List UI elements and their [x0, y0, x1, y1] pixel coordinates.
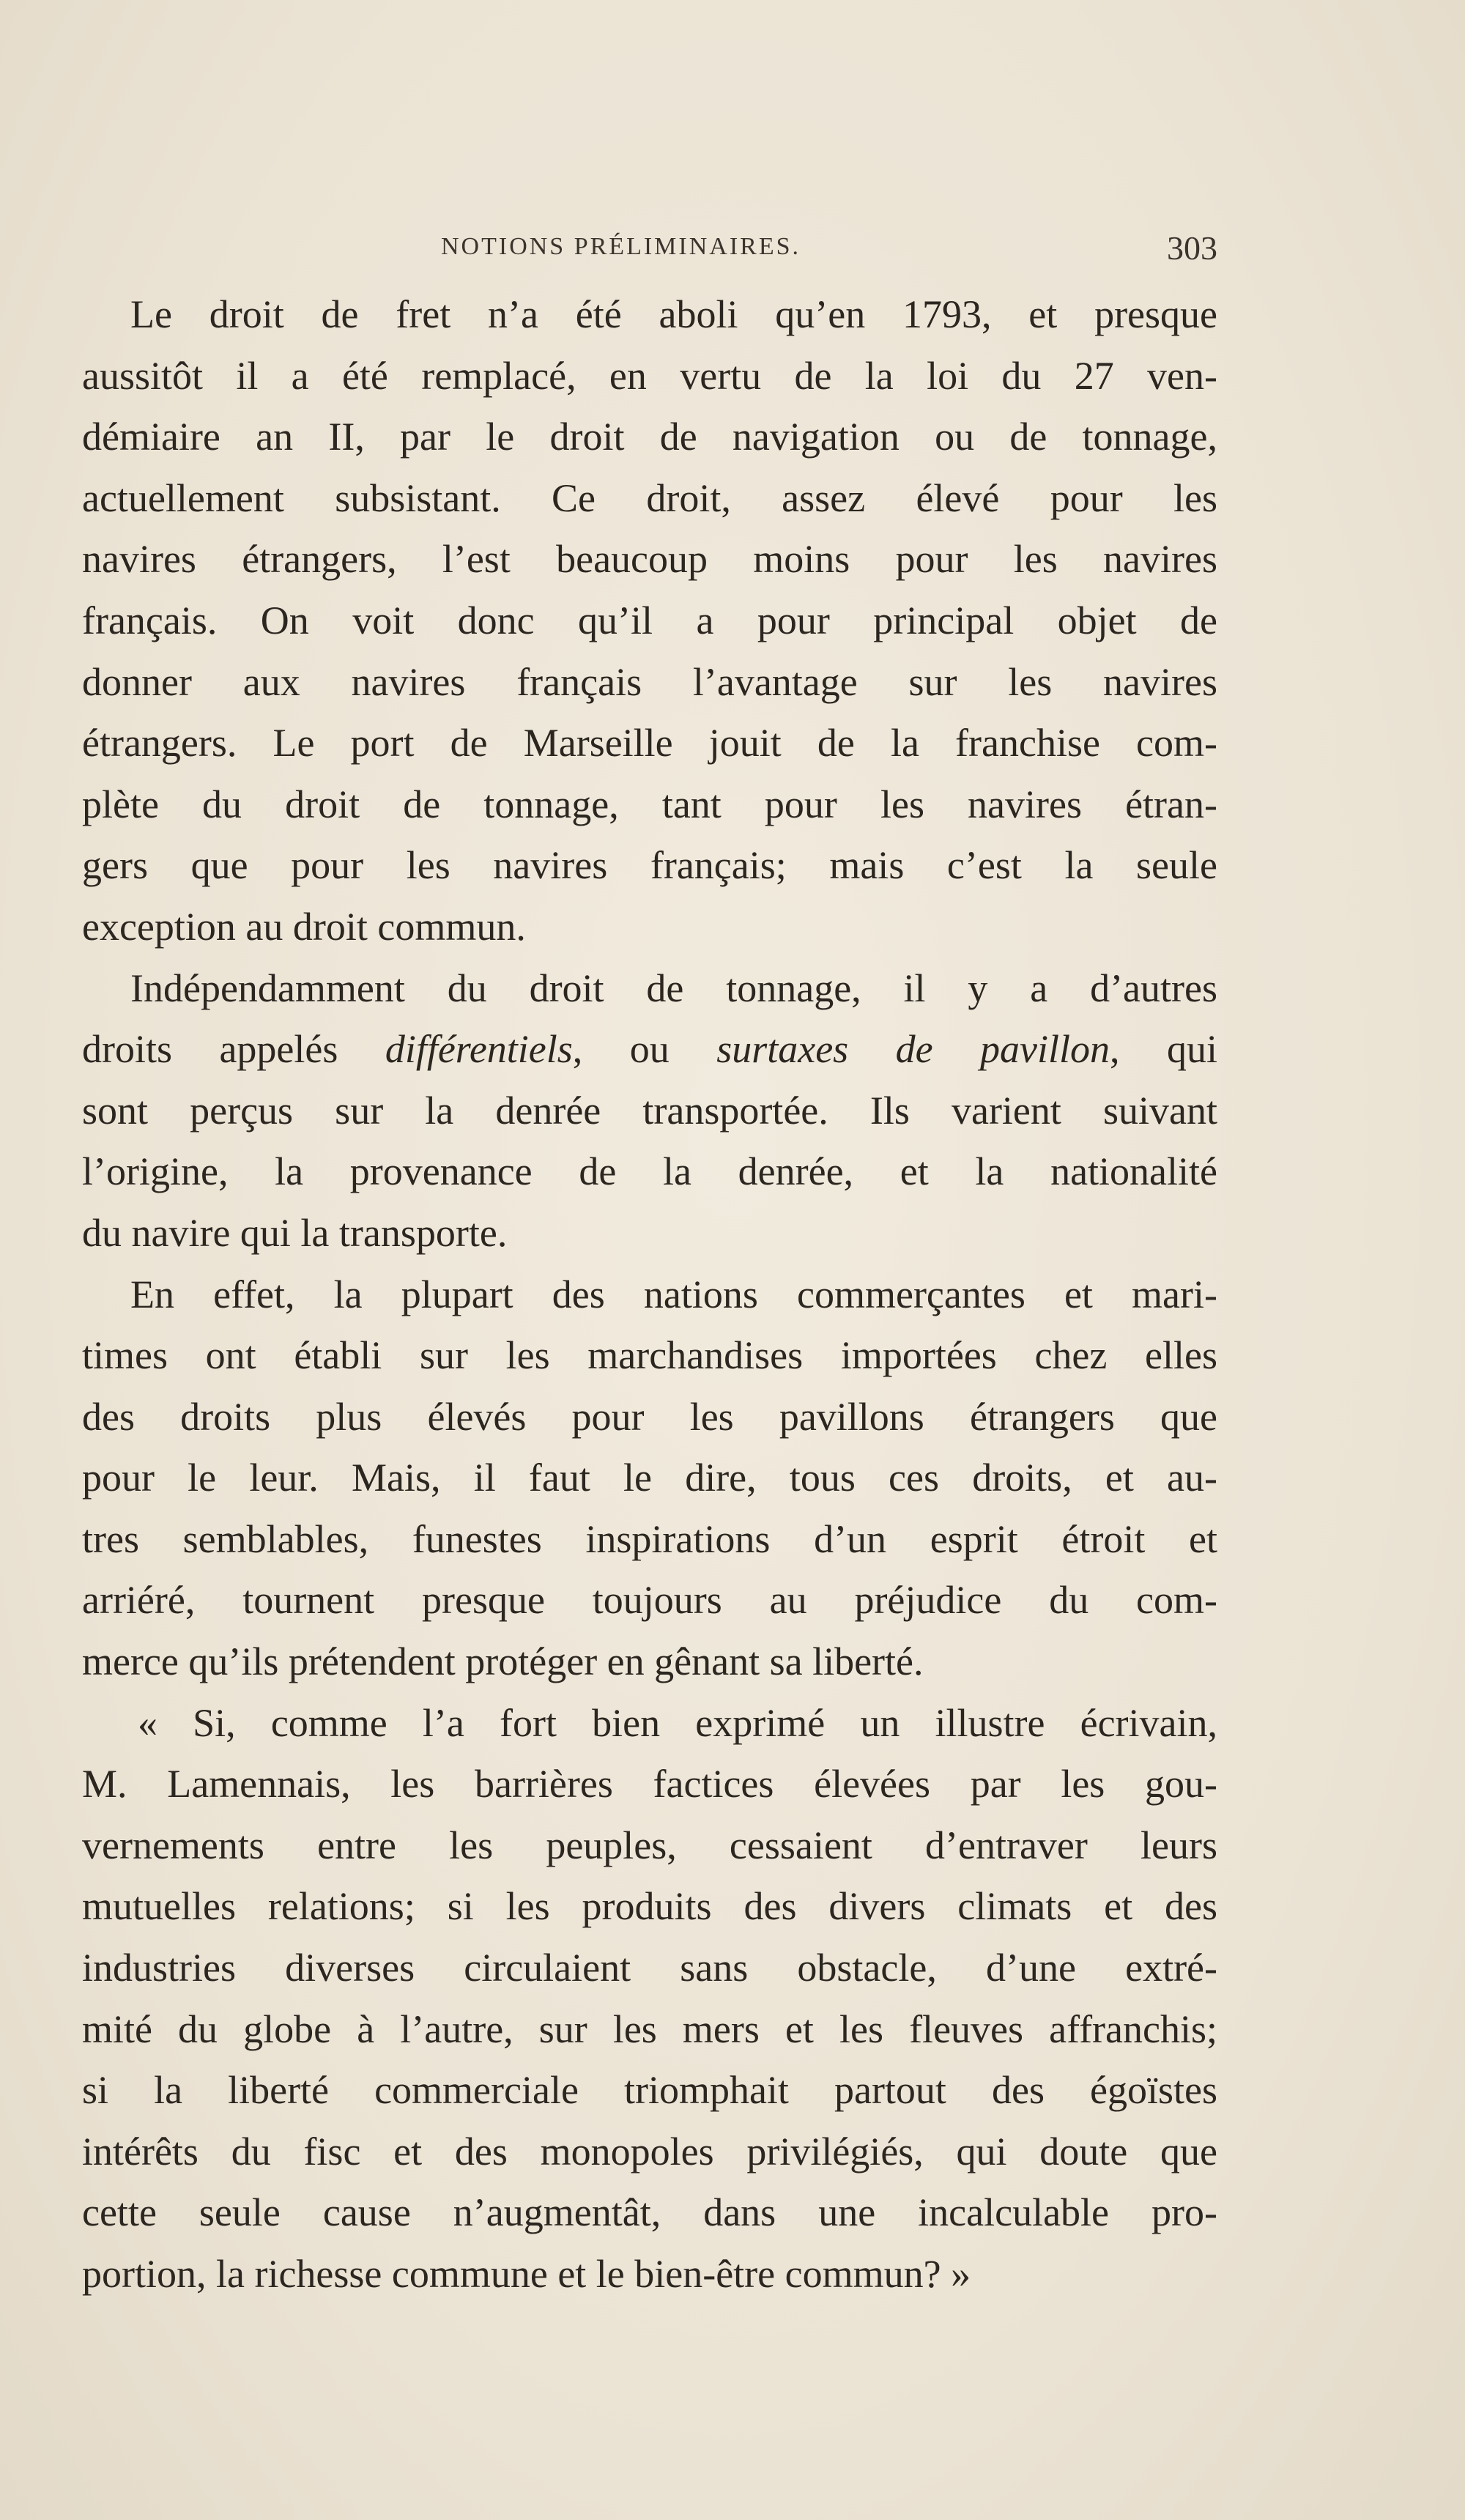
text-line: cette seule cause n’augmentât, dans une incalculable pro-	[82, 2190, 1217, 2235]
text-line: intérêts du fisc et des monopoles privilégiés, qui doute que	[82, 2129, 1217, 2174]
line-segment: , ou	[572, 1027, 717, 1072]
body-text	[82, 284, 1217, 2305]
text-line: des droits plus élevés pour les pavillons étrangers que	[82, 1394, 1217, 1439]
text-line: sont perçus sur la denrée transportée. Ils varient suivant	[82, 1088, 1217, 1133]
text-line: industries diverses circulaient sans obstacle, d’une extré-	[82, 1946, 1217, 1990]
text-line: du navire qui la transporte.	[82, 1210, 508, 1255]
text-line: merce qu’ils prétendent protéger en gênant sa liberté.	[82, 1639, 924, 1684]
text-line: tres semblables, funestes inspirations d’un esprit étroit et	[82, 1516, 1217, 1561]
emphasis-surtaxes: surtaxes de pavillon	[716, 1027, 1110, 1072]
text-line: étrangers. Le port de Marseille jouit de la franchise com-	[82, 721, 1217, 766]
page-number: 303	[1167, 229, 1217, 267]
text-line: actuellement subsistant. Ce droit, assez élevé pour les	[82, 475, 1217, 520]
text-line: times ont établi sur les marchandises importées chez elles	[82, 1333, 1217, 1378]
text-line: portion, la richesse commune et le bien-être commun? »	[82, 2252, 971, 2296]
text-line: Indépendamment du droit de tonnage, il y a d’autres	[130, 966, 1217, 1010]
running-title: NOTIONS PRÉLIMINAIRES.	[441, 233, 801, 260]
text-line: plète du droit de tonnage, tant pour les navires étran-	[82, 782, 1217, 826]
text-line: exception au droit commun.	[82, 904, 526, 949]
line-segment: , qui	[1110, 1027, 1217, 1072]
text-line: démiaire an II, par le droit de navigation ou de tonnage,	[82, 415, 1217, 459]
text-line: Le droit de fret n’a été aboli qu’en 1793, et presque	[130, 292, 1217, 336]
text-line: navires étrangers, l’est beaucoup moins pour les navires	[82, 537, 1217, 582]
text-line: donner aux navires français l’avantage sur les navires	[82, 659, 1217, 704]
text-line: si la liberté commerciale triomphait partout des égoïstes	[82, 2068, 1217, 2113]
text-line: gers que pour les navires français; mais c’est la seule	[82, 843, 1217, 888]
line-segment: droits appelés	[82, 1027, 385, 1072]
text-line: aussitôt il a été remplacé, en vertu de la loi du 27 ven-	[82, 353, 1217, 398]
text-line: mité du globe à l’autre, sur les mers et les fleuves affranchis;	[82, 2006, 1217, 2051]
text-line: français. On voit donc qu’il a pour principal objet de	[82, 598, 1217, 642]
text-line: pour le leur. Mais, il faut le dire, tous ces droits, et au-	[82, 1456, 1217, 1500]
text-line: l’origine, la provenance de la denrée, et la nationalité	[82, 1149, 1217, 1194]
text-line: « Si, comme l’a fort bien exprimé un illustre écrivain,	[138, 1700, 1217, 1745]
text-line: M. Lamennais, les barrières factices élevées par les gou-	[82, 1762, 1217, 1806]
text-line: vernements entre les peuples, cessaient d’entraver leurs	[82, 1823, 1217, 1867]
page-header	[82, 229, 1217, 274]
text-line: arriéré, tournent presque toujours au préjudice du com-	[82, 1578, 1217, 1623]
text-line-with-emphasis	[82, 1019, 1217, 1081]
emphasis-differentiels: différentiels	[385, 1027, 573, 1072]
text-line: En effet, la plupart des nations commerçantes et mari-	[130, 1272, 1217, 1316]
text-line: mutuelles relations; si les produits des divers climats et des	[82, 1884, 1217, 1929]
